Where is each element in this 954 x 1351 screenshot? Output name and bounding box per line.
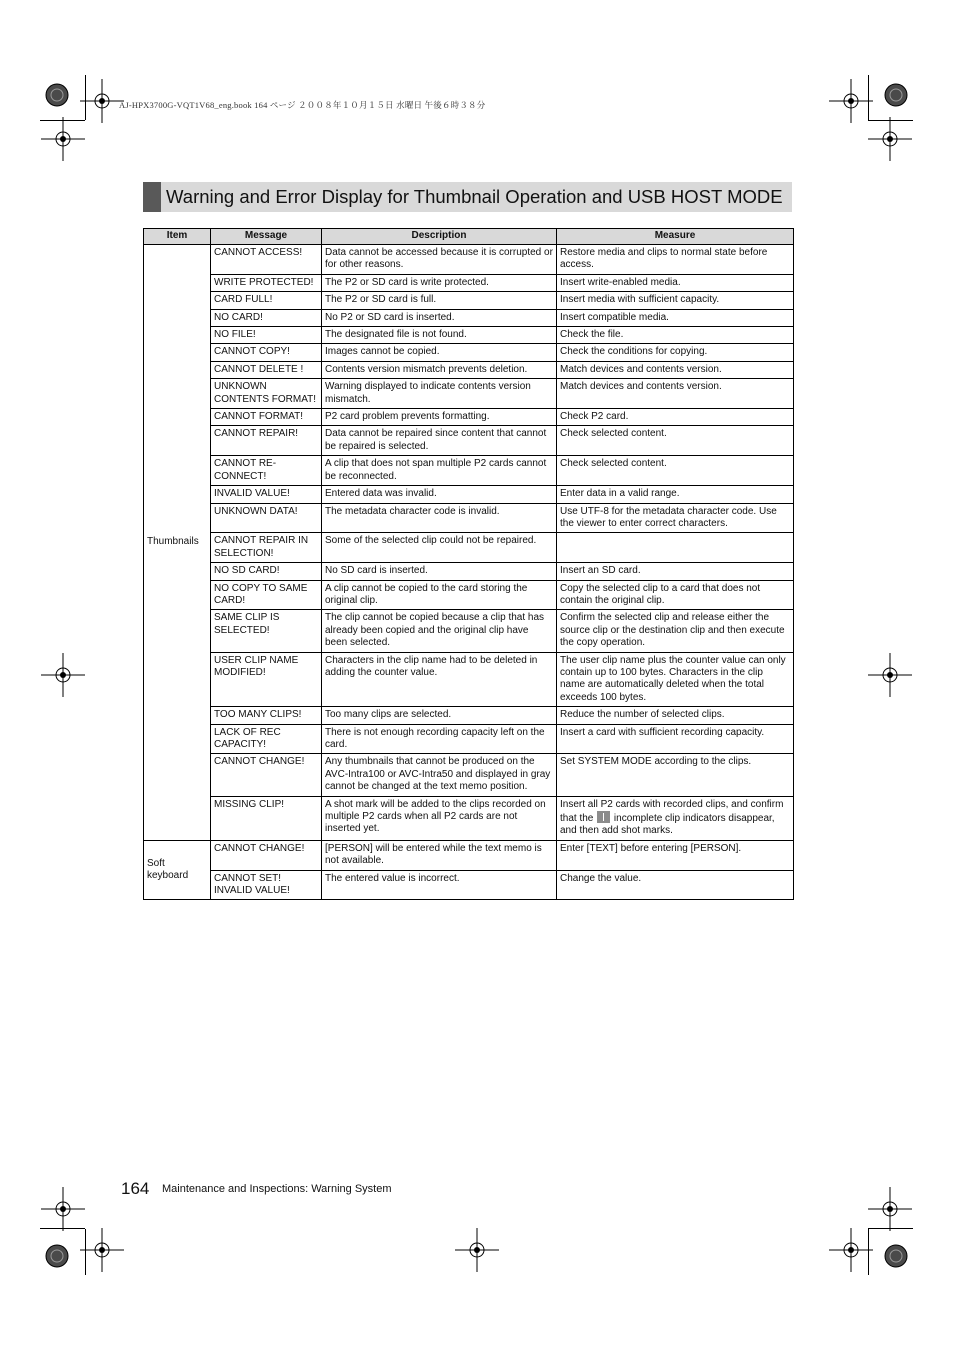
crop-mark-line [85, 75, 86, 120]
measure-cell: Check the conditions for copying. [557, 344, 794, 361]
measure-cell: Insert an SD card. [557, 563, 794, 580]
crop-mark-line [85, 1229, 86, 1275]
registration-crosshair-icon [80, 79, 124, 123]
table-row [144, 456, 794, 486]
description-cell: [PERSON] will be entered while the text memo is not available. [322, 840, 557, 870]
description-cell: No SD card is inserted. [322, 563, 557, 580]
measure-cell: Check selected content. [557, 426, 794, 456]
header-measure: Measure [557, 229, 794, 245]
registration-crosshair-icon [41, 117, 85, 161]
description-cell: There is not enough recording capacity left on the card. [322, 724, 557, 754]
header-item: Item [144, 229, 211, 245]
description-cell: A shot mark will be added to the clips recorded on multiple P2 cards when all P2 cards are not inserted yet. [322, 796, 557, 840]
message-cell: NO SD CARD! [211, 563, 322, 580]
measure-cell: Check P2 card. [557, 409, 794, 426]
message-cell: INVALID VALUE! [211, 486, 322, 503]
crop-mark-line [40, 120, 85, 121]
registration-crosshair-icon [868, 653, 912, 697]
table-row [144, 486, 794, 503]
table-row [144, 274, 794, 291]
message-cell: CANNOT DELETE ! [211, 361, 322, 378]
measure-cell [557, 796, 794, 840]
description-cell: The P2 or SD card is full. [322, 292, 557, 309]
description-cell: No P2 or SD card is inserted. [322, 309, 557, 326]
measure-cell: Confirm the selected clip and release either the source clip or the destination clip and then execute the copy operation. [557, 610, 794, 652]
table-row [144, 409, 794, 426]
description-cell: A clip that does not span multiple P2 cards cannot be reconnected. [322, 456, 557, 486]
message-cell: SAME CLIP IS SELECTED! [211, 610, 322, 652]
measure-text-after: incomplete clip indicators disappear, and then add shot marks. [560, 813, 775, 837]
table-row [144, 292, 794, 309]
message-cell: NO COPY TO SAME CARD! [211, 580, 322, 610]
message-cell: USER CLIP NAME MODIFIED! [211, 652, 322, 707]
description-cell: The entered value is incorrect. [322, 870, 557, 900]
message-cell: UNKNOWN CONTENTS FORMAT! [211, 379, 322, 409]
message-cell: NO FILE! [211, 327, 322, 344]
measure-cell: Copy the selected clip to a card that does not contain the original clip. [557, 580, 794, 610]
message-cell: CANNOT SET! INVALID VALUE! [211, 870, 322, 900]
measure-cell: The user clip name plus the counter value can only contain up to 100 bytes. Characters in the clip name are automatically deleted when the total exceeds 100 bytes. [557, 652, 794, 707]
message-cell: CANNOT ACCESS! [211, 245, 322, 275]
measure-text: Insert all P2 cards with recorded clips, and confirm that the [560, 798, 784, 825]
registration-disc-icon [45, 83, 69, 107]
crop-mark-line [868, 75, 869, 120]
section-title-bar [143, 182, 792, 212]
table-row [144, 652, 794, 707]
registration-crosshair-icon [829, 1228, 873, 1272]
description-cell: The designated file is not found. [322, 327, 557, 344]
warning-table [143, 228, 794, 900]
table-row [144, 344, 794, 361]
registration-crosshair-icon [868, 117, 912, 161]
description-cell: The P2 or SD card is write protected. [322, 274, 557, 291]
description-cell: Warning displayed to indicate contents version mismatch. [322, 379, 557, 409]
description-cell: Entered data was invalid. [322, 486, 557, 503]
registration-crosshair-icon [829, 79, 873, 123]
table-row [144, 724, 794, 754]
table-row [144, 309, 794, 326]
message-cell: CANNOT RE-CONNECT! [211, 456, 322, 486]
measure-cell: Reduce the number of selected clips. [557, 707, 794, 724]
table-row [144, 870, 794, 900]
header-message: Message [211, 229, 322, 245]
measure-cell: Insert write-enabled media. [557, 274, 794, 291]
table-row [144, 580, 794, 610]
message-cell: CARD FULL! [211, 292, 322, 309]
table-row [144, 245, 794, 275]
description-cell: The clip cannot be copied because a clip that has already been copied and the original clip have been selected. [322, 610, 557, 652]
page-number: 164 [121, 1179, 150, 1198]
message-cell: CANNOT CHANGE! [211, 754, 322, 796]
table-row [144, 533, 794, 563]
measure-cell: Enter [TEXT] before entering [PERSON]. [557, 840, 794, 870]
table-row [144, 610, 794, 652]
table-row [144, 426, 794, 456]
description-cell: Contents version mismatch prevents deletion. [322, 361, 557, 378]
description-cell: Any thumbnails that cannot be produced on the AVC-Intra100 or AVC-Intra50 and displayed in gray cannot be changed at the text memo position. [322, 754, 557, 796]
description-cell: The metadata character code is invalid. [322, 503, 557, 533]
registration-disc-icon [884, 1244, 908, 1268]
crop-mark-line [868, 1228, 913, 1229]
message-cell: CANNOT FORMAT! [211, 409, 322, 426]
measure-cell: Insert compatible media. [557, 309, 794, 326]
description-cell: Data cannot be repaired since content that cannot be repaired is selected. [322, 426, 557, 456]
message-cell: CANNOT COPY! [211, 344, 322, 361]
crop-mark-line [40, 1228, 85, 1229]
measure-cell: Check selected content. [557, 456, 794, 486]
message-cell: UNKNOWN DATA! [211, 503, 322, 533]
table-header-row [144, 229, 794, 245]
measure-cell: Insert a card with sufficient recording capacity. [557, 724, 794, 754]
table-row [144, 796, 794, 840]
message-cell: CANNOT CHANGE! [211, 840, 322, 870]
table-row [144, 707, 794, 724]
incomplete-clip-icon [597, 811, 610, 823]
message-cell: CANNOT REPAIR! [211, 426, 322, 456]
description-cell: Characters in the clip name had to be deleted in adding the counter value. [322, 652, 557, 707]
description-cell: Images cannot be copied. [322, 344, 557, 361]
item-cell: Soft keyboard [144, 840, 211, 900]
message-cell: CANNOT REPAIR IN SELECTION! [211, 533, 322, 563]
description-cell: Too many clips are selected. [322, 707, 557, 724]
description-cell: Data cannot be accessed because it is corrupted or for other reasons. [322, 245, 557, 275]
title-accent-block [143, 182, 161, 212]
measure-cell [557, 533, 794, 563]
measure-cell: Use UTF-8 for the metadata character code. Use the viewer to enter correct characters. [557, 503, 794, 533]
footer-section-title: Maintenance and Inspections: Warning System [162, 1183, 392, 1195]
table-row [144, 361, 794, 378]
header-description: Description [322, 229, 557, 245]
message-cell: NO CARD! [211, 309, 322, 326]
registration-crosshair-icon [455, 1228, 499, 1272]
measure-cell: Restore media and clips to normal state before access. [557, 245, 794, 275]
description-cell: A clip cannot be copied to the card storing the original clip. [322, 580, 557, 610]
message-cell: LACK OF REC CAPACITY! [211, 724, 322, 754]
crop-mark-line [868, 1229, 869, 1275]
registration-crosshair-icon [41, 653, 85, 697]
measure-cell: Check the file. [557, 327, 794, 344]
table-row [144, 327, 794, 344]
table-row [144, 503, 794, 533]
measure-cell: Change the value. [557, 870, 794, 900]
message-cell: MISSING CLIP! [211, 796, 322, 840]
table-row [144, 840, 794, 870]
registration-disc-icon [884, 83, 908, 107]
table-row [144, 563, 794, 580]
measure-cell: Match devices and contents version. [557, 379, 794, 409]
measure-cell: Match devices and contents version. [557, 361, 794, 378]
measure-cell: Set SYSTEM MODE according to the clips. [557, 754, 794, 796]
table-row [144, 379, 794, 409]
table-row [144, 754, 794, 796]
measure-cell: Enter data in a valid range. [557, 486, 794, 503]
registration-crosshair-icon [41, 1187, 85, 1231]
crop-mark-line [868, 120, 913, 121]
registration-crosshair-icon [868, 1187, 912, 1231]
registration-crosshair-icon [80, 1228, 124, 1272]
description-cell: Some of the selected clip could not be repaired. [322, 533, 557, 563]
registration-disc-icon [45, 1244, 69, 1268]
message-cell: WRITE PROTECTED! [211, 274, 322, 291]
description-cell: P2 card problem prevents formatting. [322, 409, 557, 426]
message-cell: TOO MANY CLIPS! [211, 707, 322, 724]
print-header: AJ-HPX3700G-VQT1V68_eng.book 164 ページ ２００８年１０月１５日 水曜日 午後６時３８分 [119, 100, 486, 110]
item-cell: Thumbnails [144, 245, 211, 841]
measure-cell: Insert media with sufficient capacity. [557, 292, 794, 309]
section-title: Warning and Error Display for Thumbnail Operation and USB HOST MODE [166, 186, 783, 207]
